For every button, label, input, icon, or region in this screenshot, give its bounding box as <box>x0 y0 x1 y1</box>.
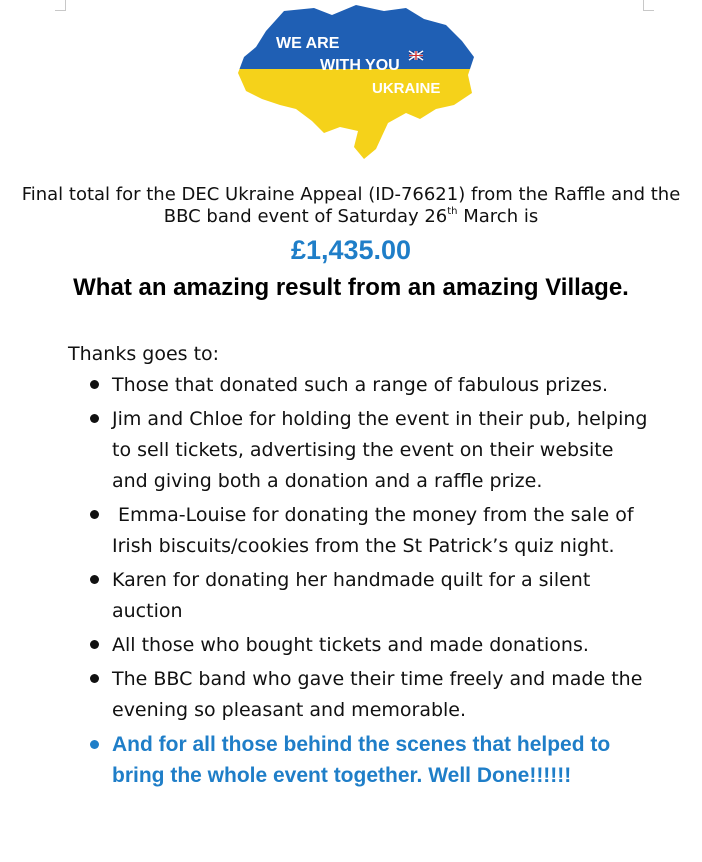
bullet-icon <box>90 510 99 519</box>
logo-line-3: UKRAINE <box>372 80 441 97</box>
bullet-icon <box>90 674 99 683</box>
list-item <box>0 664 702 726</box>
list-item-text: Those that donated such a range of fabulous prizes. <box>112 374 608 396</box>
intro-paragraph <box>20 184 682 228</box>
page-corner-mark-right <box>643 0 654 11</box>
uk-flag-icon <box>409 51 423 60</box>
thanks-heading: Thanks goes to: <box>68 343 220 365</box>
list-item <box>0 500 702 562</box>
bullet-icon <box>90 414 99 423</box>
total-amount: £1,435.00 <box>290 235 412 265</box>
bullet-icon <box>90 640 99 649</box>
bullet-icon <box>90 380 99 389</box>
logo-line-2: WITH YOU <box>320 57 400 74</box>
list-item-highlight <box>0 729 702 791</box>
intro-superscript: th <box>447 206 458 217</box>
list-item-text: And for all those behind the scenes that helped to bring the whole event together. Well Done!!!!!! <box>112 733 611 787</box>
intro-text: Final total for the DEC Ukraine Appeal (ID-76621) from the Raffle and the BBC band event of Saturday 26 <box>21 184 681 227</box>
list-item-text: Emma-Louise for donating the money from the sale of Irish biscuits/cookies from the St Patrick’s quiz night. <box>112 504 640 557</box>
bullet-icon <box>90 575 99 584</box>
ukraine-map-logo <box>236 1 476 163</box>
thanks-list <box>0 370 702 794</box>
headline: What an amazing result from an amazing Village. <box>73 274 629 301</box>
list-item-text: Jim and Chloe for holding the event in their pub, helping to sell tickets, advertising the event on their website and giving both a donation and a raffle prize. <box>112 408 648 492</box>
list-item <box>0 630 702 661</box>
list-item <box>0 565 702 627</box>
bullet-icon <box>90 740 99 749</box>
list-item <box>0 404 702 497</box>
list-item-text: The BBC band who gave their time freely and made the evening so pleasant and memorable. <box>112 668 643 721</box>
list-item-text: All those who bought tickets and made donations. <box>112 634 589 656</box>
logo-line-1: WE ARE <box>276 35 340 52</box>
page-corner-mark-left <box>55 0 66 11</box>
list-item <box>0 370 702 401</box>
list-item-text: Karen for donating her handmade quilt for a silent auction <box>112 569 591 622</box>
intro-text-end: March is <box>457 206 539 227</box>
